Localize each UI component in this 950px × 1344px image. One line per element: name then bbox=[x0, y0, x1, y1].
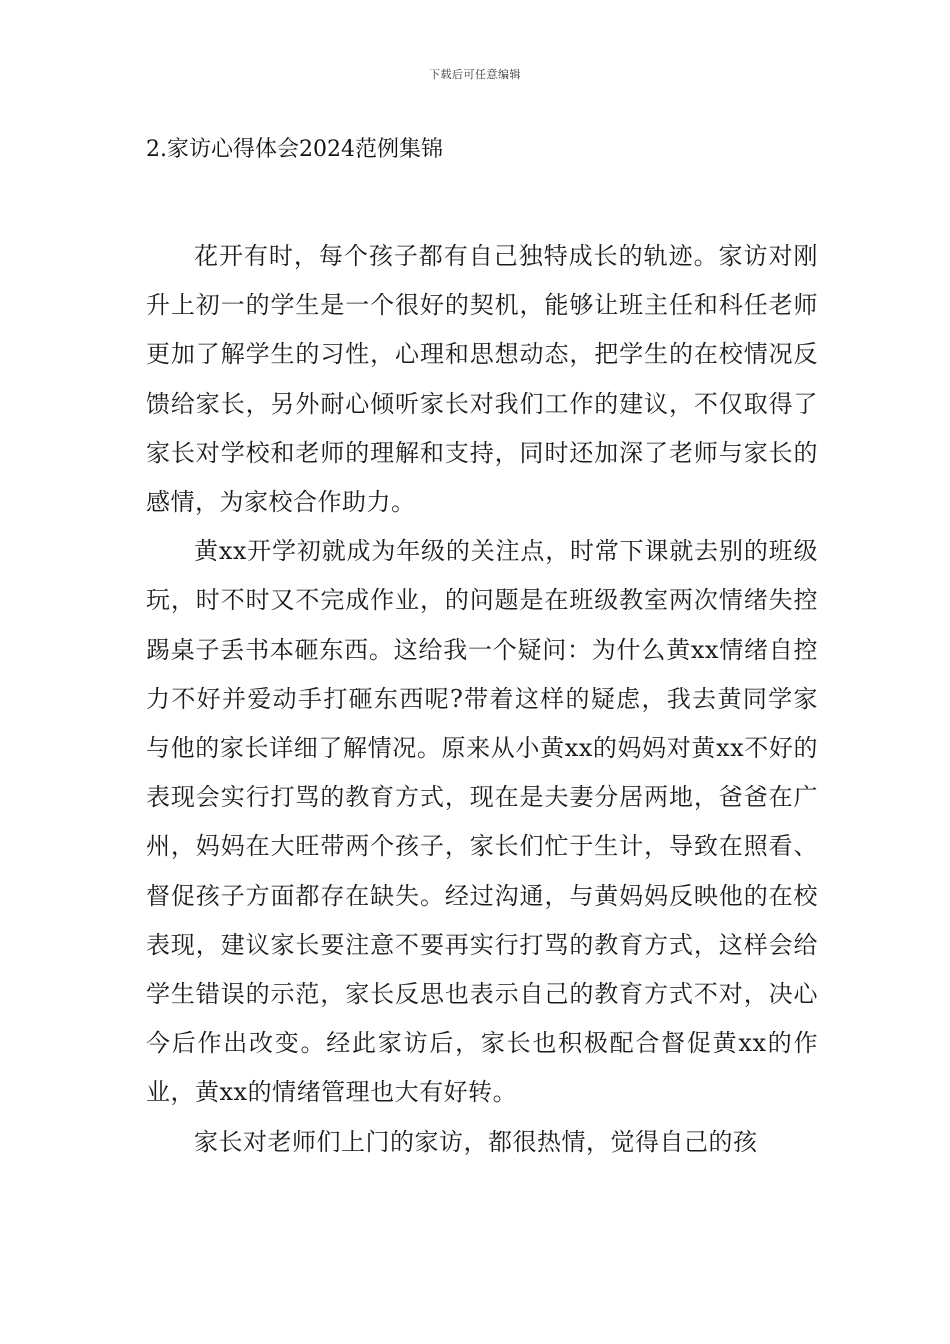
page-header-note: 下载后可任意编辑 bbox=[429, 68, 521, 81]
paragraph: 家长对老师们上门的家访，都很热情，觉得自己的孩 bbox=[194, 1127, 758, 1156]
paragraph: 黄xx开学初就成为年级的关注点，时常下课就去别的班级玩，时不时又不完成作业，的问题是在班级教室两次情绪失控踢桌子丢书本砸东西。这给我一个疑问：为什么黄xx情绪自控力不好并爱动手打砸东西呢?带着这样的疑虑，我去黄同学家与他的家长详细了解情况。原来从小黄xx的妈妈对黄xx不好的表现会实行打骂的教育方式，现在是夫妻分居两地，爸爸在广州，妈妈在大旺带两个孩子，家长们忙于生计，导致在照看、督促孩子方面都存在缺失。经过沟通，与黄妈妈反映他的在校表现，建议家长要注意不要再实行打骂的教育方式，这样会给学生错误的示范，家长反思也表示自己的教育方式不对，决心今后作出改变。经此家访后，家长也积极配合督促黄xx的作业，黄xx的情绪管理也大有好转。 bbox=[146, 537, 818, 1107]
document-body bbox=[146, 232, 818, 1167]
document-title: 2.家访心得体会2024范例集锦 bbox=[146, 137, 443, 162]
paragraph: 花开有时，每个孩子都有自己独特成长的轨迹。家访对刚升上初一的学生是一个很好的契机，能够让班主任和科任老师更加了解学生的习性，心理和思想动态，把学生的在校情况反馈给家长，另外耐心倾听家长对我们工作的建议，不仅取得了家长对学校和老师的理解和支持，同时还加深了老师与家长的感情，为家校合作助力。 bbox=[146, 242, 818, 517]
